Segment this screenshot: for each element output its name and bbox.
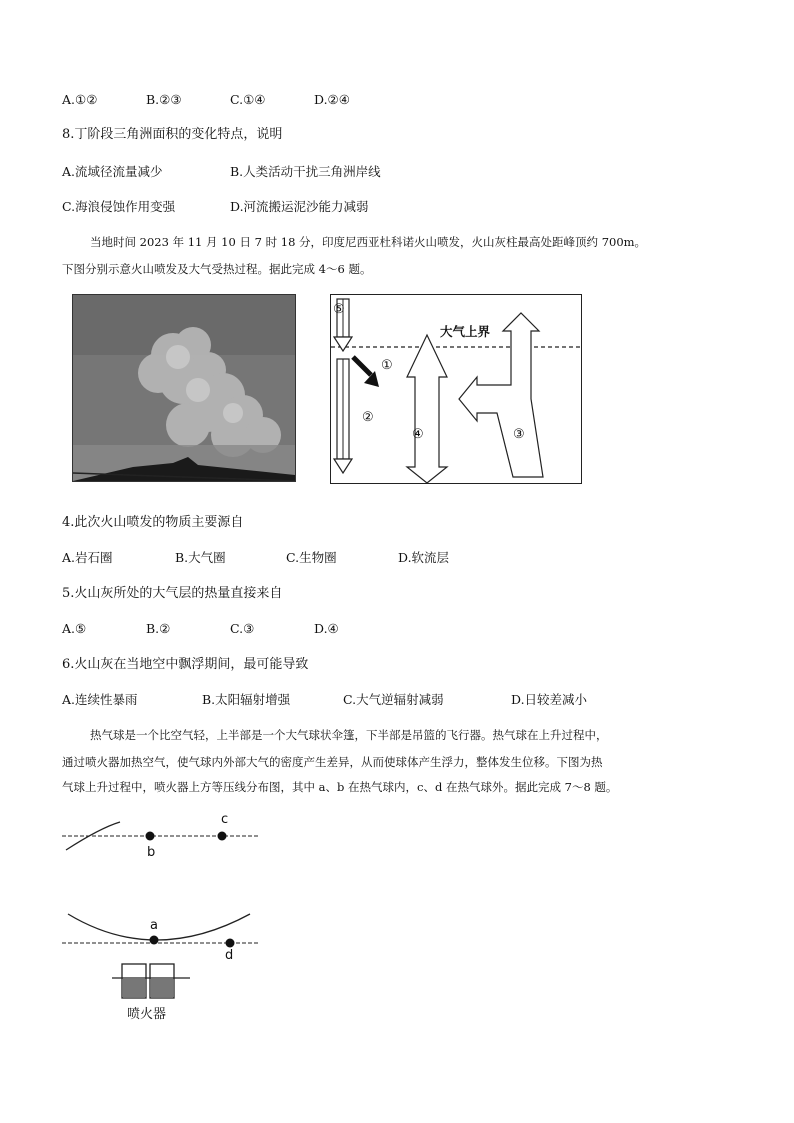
q6-stem: 6.火山灰在当地空中飘浮期间，最可能导致 xyxy=(62,657,309,672)
marker-3: ③ xyxy=(513,427,525,442)
q4-option-d: D.软流层 xyxy=(398,550,450,565)
q3-option-a: A.①② xyxy=(62,92,98,107)
q5-option-c: C.③ xyxy=(230,621,255,636)
point-d-label: d xyxy=(225,948,234,963)
q3-option-d: D.②④ xyxy=(314,92,350,107)
q6-option-c: C.大气逆辐射减弱 xyxy=(343,692,444,707)
marker-1: ① xyxy=(381,358,393,373)
point-a-label: a xyxy=(150,918,158,933)
q6-option-d: D.日较差减小 xyxy=(511,692,588,707)
volcano-eruption-photo xyxy=(72,294,296,482)
q4-option-b: B.大气圈 xyxy=(175,550,226,565)
passage1-line2: 下图分别示意火山喷发及大气受热过程。据此完成 4～6 题。 xyxy=(62,262,372,276)
passage2-line3: 气球上升过程中，喷火器上方等压线分布图，其中 a、b 在热气球内，c、d 在热气球外。据此完成 7～8 题。 xyxy=(62,780,618,794)
passage1-line1: 当地时间 2023 年 11 月 10 日 7 时 18 分，印度尼西亚杜科诺火山喷发，火山灰柱最高处距峰顶约 700m。 xyxy=(90,235,647,249)
q3-option-b: B.②③ xyxy=(146,92,182,107)
volcano-photo-graphic xyxy=(73,295,295,481)
point-c-label: c xyxy=(221,812,229,827)
q4-option-a: A.岩石圈 xyxy=(62,550,113,565)
q6-option-a: A.连续性暴雨 xyxy=(62,692,138,707)
burner-label: 喷火器 xyxy=(127,1007,167,1022)
isobar-diagram xyxy=(60,810,270,1020)
q3-option-c: C.①④ xyxy=(230,92,266,107)
q5-option-b: B.② xyxy=(146,621,171,636)
point-a-marker xyxy=(150,936,159,945)
q4-stem: 4.此次火山喷发的物质主要源自 xyxy=(62,515,244,530)
q5-stem: 5.火山灰所处的大气层的热量直接来自 xyxy=(62,586,283,601)
q5-option-a: A.⑤ xyxy=(62,621,87,636)
q8-option-a: A.流域径流量减少 xyxy=(62,164,163,179)
q8-stem: 8.丁阶段三角洲面积的变化特点，说明 xyxy=(62,127,283,142)
q8-option-b: B.人类活动干扰三角洲岸线 xyxy=(230,164,381,179)
marker-2: ② xyxy=(362,410,374,425)
point-b-label: b xyxy=(147,845,156,860)
marker-4: ④ xyxy=(412,427,424,442)
point-c-marker xyxy=(218,832,227,841)
passage2-line2: 通过喷火器加热空气，使气球内外部大气的密度产生差异，从而使球体产生浮力，整体发生位移。下图为热 xyxy=(62,755,603,769)
passage2-line1: 热气球是一个比空气轻，上半部是一个大气球状伞篷，下半部是吊篮的飞行器。热气球在上升过程中， xyxy=(90,728,608,742)
point-d-marker xyxy=(226,939,235,948)
marker-5: ⑤ xyxy=(333,302,345,317)
q4-option-c: C.生物圈 xyxy=(286,550,337,565)
point-b-marker xyxy=(146,832,155,841)
q6-option-b: B.太阳辐射增强 xyxy=(202,692,291,707)
atmosphere-upper-boundary-label: 大气上界 xyxy=(440,324,491,339)
q8-option-d: D.河流搬运泥沙能力减弱 xyxy=(230,199,369,214)
q8-option-c: C.海浪侵蚀作用变强 xyxy=(62,199,176,214)
q5-option-d: D.④ xyxy=(314,621,339,636)
